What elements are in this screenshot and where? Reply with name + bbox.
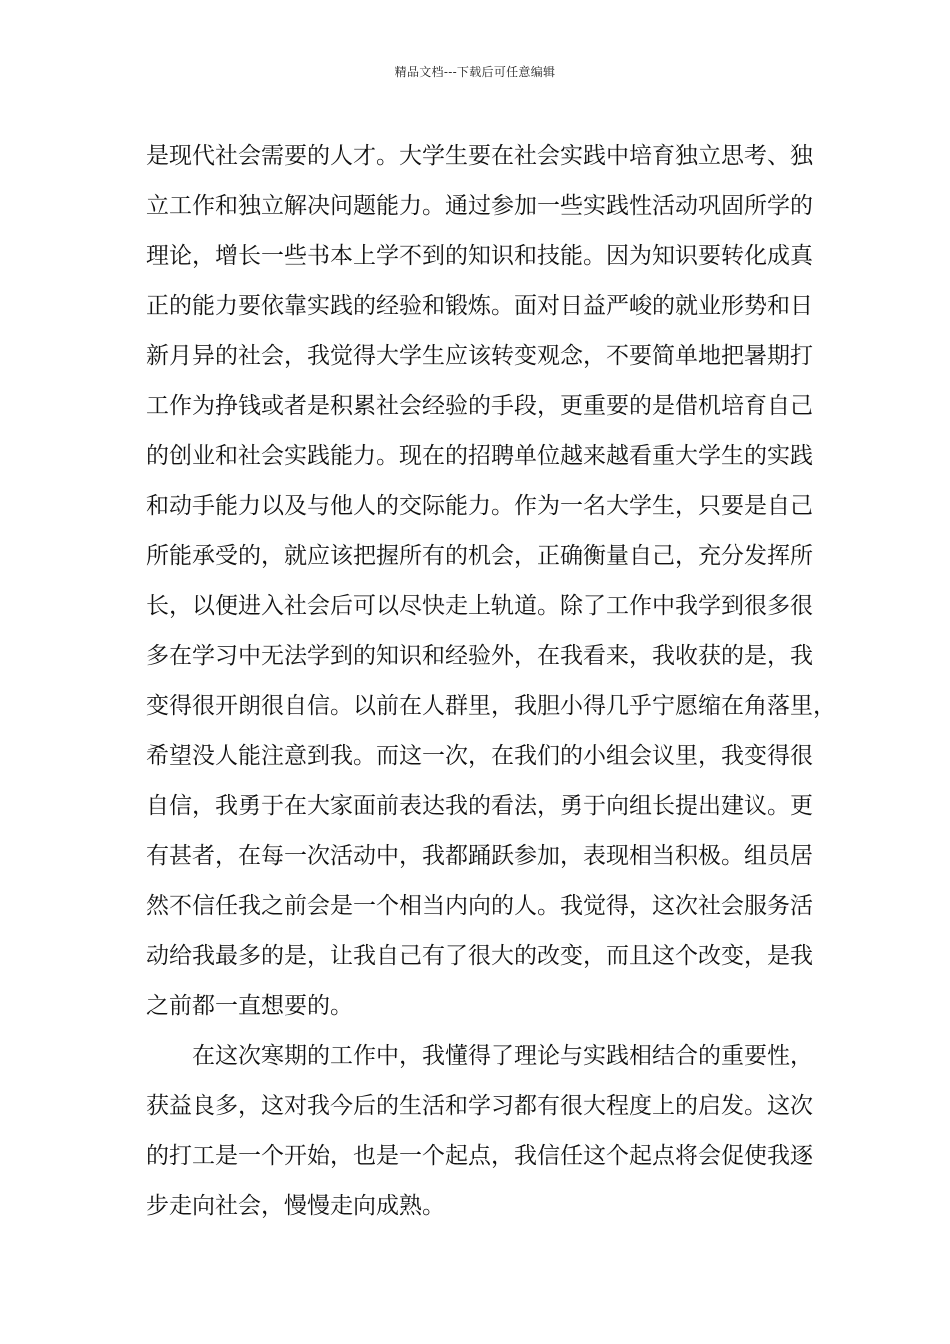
text-line: 正的能力要依靠实践的经验和锻炼。面对日益严峻的就业形势和日 bbox=[146, 293, 813, 319]
text-line: 所能承受的，就应该把握所有的机会，正确衡量自己，充分发挥所 bbox=[146, 543, 813, 569]
text-line: 变得很开朗很自信。以前在人群里，我胆小得几乎宁愿缩在角落里， bbox=[146, 693, 836, 719]
text-line-indented: 在这次寒期的工作中，我懂得了理论与实践相结合的重要性， bbox=[192, 1043, 813, 1069]
text-line: 工作为挣钱或者是积累社会经验的手段，更重要的是借机培育自己 bbox=[146, 393, 813, 419]
document-body bbox=[146, 131, 836, 1231]
paragraph-1 bbox=[146, 131, 836, 1031]
text-line: 新月异的社会，我觉得大学生应该转变观念，不要简单地把暑期打 bbox=[146, 343, 813, 369]
page-header: 精品文档---下载后可任意编辑 bbox=[394, 65, 556, 79]
text-line: 理论，增长一些书本上学不到的知识和技能。因为知识要转化成真 bbox=[146, 243, 813, 269]
text-line: 和动手能力以及与他人的交际能力。作为一名大学生，只要是自己 bbox=[146, 493, 813, 519]
text-line: 多在学习中无法学到的知识和经验外，在我看来，我收获的是，我 bbox=[146, 643, 813, 669]
text-line: 之前都一直想要的。 bbox=[146, 993, 353, 1019]
text-line: 然不信任我之前会是一个相当内向的人。我觉得，这次社会服务活 bbox=[146, 893, 813, 919]
text-line: 步走向社会，慢慢走向成熟。 bbox=[146, 1193, 445, 1219]
text-line: 动给我最多的是，让我自己有了很大的改变，而且这个改变，是我 bbox=[146, 943, 813, 969]
text-line: 的打工是一个开始，也是一个起点，我信任这个起点将会促使我逐 bbox=[146, 1143, 813, 1169]
text-line: 的创业和社会实践能力。现在的招聘单位越来越看重大学生的实践 bbox=[146, 443, 813, 469]
text-line: 有甚者，在每一次活动中，我都踊跃参加，表现相当积极。组员居 bbox=[146, 843, 813, 869]
text-line: 是现代社会需要的人才。大学生要在社会实践中培育独立思考、独 bbox=[146, 143, 813, 169]
text-line: 长，以便进入社会后可以尽快走上轨道。除了工作中我学到很多很 bbox=[146, 593, 813, 619]
text-line: 自信，我勇于在大家面前表达我的看法，勇于向组长提出建议。更 bbox=[146, 793, 813, 819]
text-line: 立工作和独立解决问题能力。通过参加一些实践性活动巩固所学的 bbox=[146, 193, 813, 219]
text-line: 希望没人能注意到我。而这一次，在我们的小组会议里，我变得很 bbox=[146, 743, 813, 769]
text-line: 获益良多，这对我今后的生活和学习都有很大程度上的启发。这次 bbox=[146, 1093, 813, 1119]
paragraph-2 bbox=[146, 1031, 826, 1231]
